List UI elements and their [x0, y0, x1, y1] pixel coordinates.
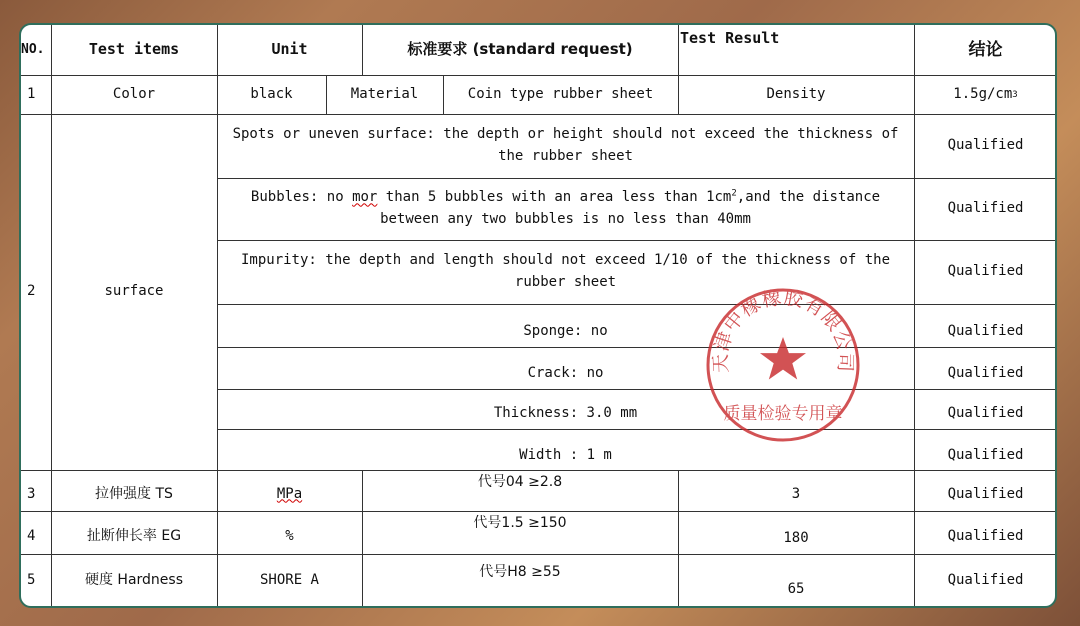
grid-line: [678, 470, 679, 608]
grid-line: [217, 304, 1057, 305]
test-report-table: [19, 23, 1057, 608]
row4-standard: 代号1.5 ≥150: [473, 515, 567, 531]
row4-unit: %: [285, 527, 294, 544]
row2-no: 2: [27, 283, 36, 300]
surface-requirement-impurity: Impurity: the depth and length should not exceed 1/10 of the thickness of the rubber sheet: [240, 252, 890, 290]
grid-line: [21, 114, 1057, 115]
grid-line: [21, 470, 1057, 471]
row3-result: 3: [791, 485, 801, 502]
grid-line: [443, 75, 444, 114]
row4-item: 扯断伸长率 EG: [86, 527, 182, 544]
row5-no: 5: [27, 572, 36, 589]
row5-standard: 代号H8 ≥55: [479, 564, 561, 580]
header-standard: 标准要求 (standard request): [407, 40, 633, 59]
grid-line: [362, 470, 363, 608]
svg-text:质量检验专用章: 质量检验专用章: [723, 404, 843, 424]
surface-conclusion-impurity: Qualified: [947, 263, 1024, 280]
row5-unit: SHORE A: [259, 572, 319, 589]
grid-line: [326, 75, 327, 114]
row1-material-label: Material: [350, 85, 419, 102]
grid-line: [217, 25, 218, 608]
grid-line: [678, 25, 679, 114]
grid-line: [51, 25, 52, 608]
row1-density-label: Density: [766, 85, 826, 102]
svg-text:天津中橡橡胶有限公司: 天津中橡橡胶有限公司: [709, 286, 857, 374]
row1-unit: black: [250, 85, 293, 102]
row1-material-value: Coin type rubber sheet: [467, 85, 654, 102]
row3-standard: 代号04 ≥2.8: [477, 474, 563, 490]
row1-no: 1: [27, 85, 36, 102]
row3-no: 3: [27, 485, 36, 502]
row5-conclusion: Qualified: [947, 572, 1024, 589]
grid-line: [21, 511, 1057, 512]
surface-requirement-crack: Crack: no: [527, 365, 604, 382]
grid-line: [217, 178, 1057, 179]
surface-conclusion-bubbles: Qualified: [947, 200, 1024, 217]
grid-line: [217, 347, 1057, 348]
surface-requirement-bubbles: Bubbles: no mor than 5 bubbles with an area less than $1cm^2,and$ the distance between any two bubbles is no less than 40mm: [250, 188, 881, 227]
surface-conclusion-spots: Qualified: [947, 137, 1024, 154]
row3-item: 拉伸强度 TS: [95, 485, 173, 502]
surface-requirement-width: Width : 1 m: [519, 446, 612, 463]
header-no: NO.: [21, 41, 45, 57]
grid-line: [217, 240, 1057, 241]
row5-result: 65: [787, 581, 805, 598]
surface-conclusion-thickness: Qualified: [947, 405, 1024, 422]
row2-item: surface: [104, 283, 164, 300]
row3-unit: MPa: [276, 485, 303, 502]
surface-conclusion-width: Qualified: [947, 446, 1024, 463]
grid-line: [362, 25, 363, 75]
row5-item: 硬度 Hardness: [84, 572, 184, 589]
grid-line: [217, 389, 1057, 390]
surface-requirement-sponge: Sponge: no: [523, 322, 608, 339]
row3-conclusion: Qualified: [947, 485, 1024, 502]
grid-line: [21, 75, 1057, 76]
grid-line: [914, 25, 915, 608]
header-unit: Unit: [271, 40, 308, 59]
row4-conclusion: Qualified: [947, 527, 1024, 544]
header-test-items: Test items: [88, 40, 180, 59]
surface-requirement-thickness: Thickness: 3.0 mm: [493, 405, 638, 422]
grid-line: [217, 429, 1057, 430]
row4-result: 180: [783, 529, 809, 546]
surface-requirement-spots: Spots or uneven surface: the depth or height should not exceed the thickness of the rubber sheet: [232, 126, 899, 164]
header-test-result: Test Result: [680, 29, 780, 47]
surface-conclusion-crack: Qualified: [947, 365, 1024, 382]
row1-density-value: 1.5g/cm 3: [953, 85, 1018, 102]
header-conclusion: 结论: [968, 39, 1003, 60]
row1-item: Color: [112, 85, 156, 102]
row4-no: 4: [27, 527, 36, 544]
grid-line: [21, 554, 1057, 555]
surface-conclusion-sponge: Qualified: [947, 322, 1024, 339]
